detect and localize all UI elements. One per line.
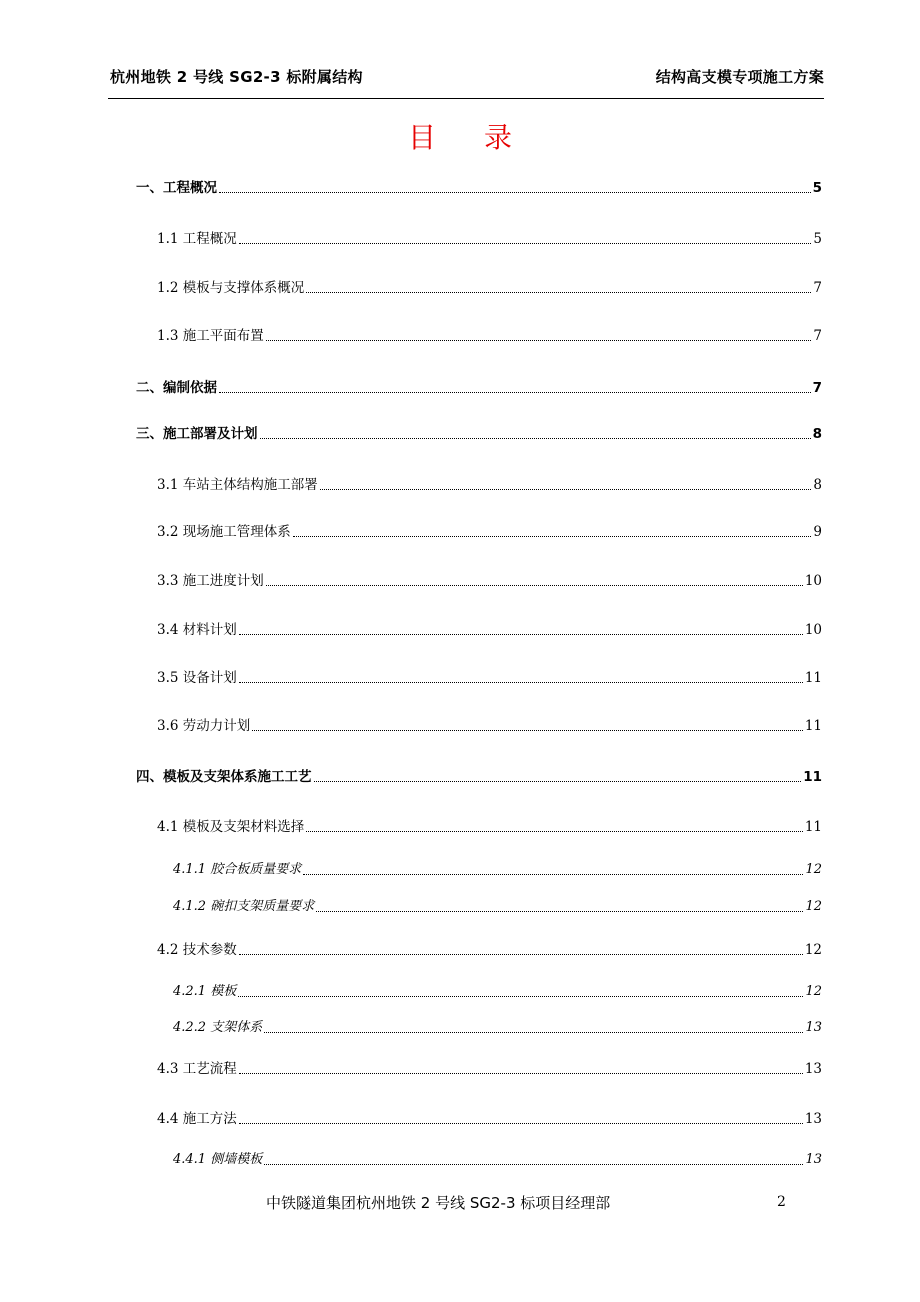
toc-entry-label: 4.2.2 支架体系: [173, 1020, 263, 1035]
toc-entry-page: 10: [804, 622, 822, 638]
toc-leader-dots: [239, 243, 812, 244]
toc-entry-label: 3.6 劳动力计划: [157, 718, 251, 734]
toc-leader-dots: [239, 1073, 803, 1074]
toc-leader-dots: [303, 874, 803, 875]
toc-entry[interactable]: [157, 1059, 822, 1079]
toc-entry-label: 4.3 工艺流程: [157, 1061, 237, 1077]
header-document-title: 结构高支模专项施工方案: [655, 68, 824, 86]
toc-entry[interactable]: [136, 424, 822, 444]
toc-entry[interactable]: [157, 817, 822, 837]
toc-entry-page: 11: [804, 718, 822, 734]
toc-entry-page: 10: [804, 573, 822, 589]
toc-entry-label: 3.1 车站主体结构施工部署: [157, 477, 318, 493]
toc-leader-dots: [239, 682, 803, 683]
toc-entry-page: 5: [813, 231, 822, 247]
toc-entry[interactable]: [157, 940, 822, 960]
toc-leader-dots: [239, 954, 803, 955]
toc-entry[interactable]: [173, 1018, 822, 1038]
toc-entry[interactable]: [173, 897, 822, 917]
toc-entry[interactable]: [157, 620, 822, 640]
toc-entry[interactable]: [157, 668, 822, 688]
toc-entry[interactable]: [157, 571, 822, 591]
toc-entry[interactable]: [173, 982, 822, 1002]
toc-entry-page: 8: [813, 477, 822, 493]
toc-entry-page: 12: [804, 942, 822, 958]
toc-entry[interactable]: [173, 1150, 822, 1170]
page-number: 2: [777, 1194, 786, 1210]
toc-leader-dots: [239, 634, 803, 635]
toc-title: 目录: [407, 121, 560, 154]
toc-entry-page: 13: [805, 1020, 822, 1035]
toc-entry-label: 二、编制依据: [136, 380, 217, 396]
toc-entry-label: 3.5 设备计划: [157, 670, 237, 686]
toc-entry-page: 13: [805, 1152, 822, 1167]
header-project-name: 杭州地铁 2 号线 SG2-3 标附属结构: [110, 68, 363, 86]
toc-leader-dots: [238, 996, 803, 997]
toc-entry-label: 1.3 施工平面布置: [157, 328, 264, 344]
toc-entry[interactable]: [157, 1109, 822, 1129]
toc-entry[interactable]: [157, 716, 822, 736]
toc-entry-label: 4.2 技术参数: [157, 942, 237, 958]
toc-entry-page: 9: [813, 524, 822, 540]
toc-entry-page: 11: [803, 769, 822, 785]
toc-leader-dots: [239, 1123, 803, 1124]
toc-entry-page: 7: [813, 328, 822, 344]
toc-entry-page: 12: [805, 862, 822, 877]
toc-entry-label: 1.2 模板与支撑体系概况: [157, 280, 305, 296]
toc-entry-label: 三、施工部署及计划: [136, 426, 258, 442]
toc-entry-page: 7: [812, 380, 822, 396]
toc-entry[interactable]: [136, 178, 822, 198]
toc-leader-dots: [293, 536, 812, 537]
toc-entry[interactable]: [157, 522, 822, 542]
toc-entry[interactable]: [136, 767, 822, 787]
toc-entry-label: 4.4 施工方法: [157, 1111, 237, 1127]
toc-leader-dots: [252, 730, 803, 731]
toc-leader-dots: [264, 1164, 803, 1165]
toc-leader-dots: [314, 781, 802, 782]
toc-entry[interactable]: [157, 475, 822, 495]
toc-entry-page: 7: [813, 280, 822, 296]
toc-entry-page: 11: [804, 819, 822, 835]
toc-entry[interactable]: [157, 278, 822, 298]
toc-leader-dots: [266, 340, 812, 341]
page-footer: 中铁隧道集团杭州地铁 2 号线 SG2-3 标项目经理部: [266, 1194, 611, 1212]
toc-entry-label: 4.1.1 胶合板质量要求: [173, 862, 302, 877]
toc-entry[interactable]: [136, 378, 822, 398]
toc-entry-label: 4.1.2 碗扣支架质量要求: [173, 899, 315, 914]
toc-entry-page: 8: [812, 426, 822, 442]
toc-entry-page: 13: [804, 1111, 822, 1127]
toc-leader-dots: [266, 585, 803, 586]
toc-entry-label: 1.1 工程概况: [157, 231, 237, 247]
toc-entry-label: 一、工程概况: [136, 180, 217, 196]
toc-leader-dots: [306, 292, 811, 293]
toc-leader-dots: [260, 438, 811, 439]
toc-entry[interactable]: [157, 229, 822, 249]
toc-leader-dots: [320, 489, 812, 490]
toc-leader-dots: [219, 192, 811, 193]
toc-entry-page: 12: [805, 984, 822, 999]
toc-entry-page: 12: [805, 899, 822, 914]
toc-entry-label: 3.4 材料计划: [157, 622, 237, 638]
toc-entry-label: 4.2.1 模板: [173, 984, 237, 999]
toc-entry-label: 4.1 模板及支架材料选择: [157, 819, 305, 835]
toc-entry[interactable]: [173, 860, 822, 880]
toc-leader-dots: [219, 392, 811, 393]
toc-entry-label: 3.3 施工进度计划: [157, 573, 264, 589]
toc-entry-label: 4.4.1 侧墙模板: [173, 1152, 263, 1167]
toc-leader-dots: [316, 911, 803, 912]
toc-entry[interactable]: [157, 326, 822, 346]
toc-leader-dots: [264, 1032, 803, 1033]
toc-leader-dots: [306, 831, 803, 832]
toc-entry-label: 四、模板及支架体系施工工艺: [136, 769, 312, 785]
toc-entry-page: 11: [804, 670, 822, 686]
toc-entry-label: 3.2 现场施工管理体系: [157, 524, 291, 540]
toc-entry-page: 13: [804, 1061, 822, 1077]
toc-entry-page: 5: [812, 180, 822, 196]
